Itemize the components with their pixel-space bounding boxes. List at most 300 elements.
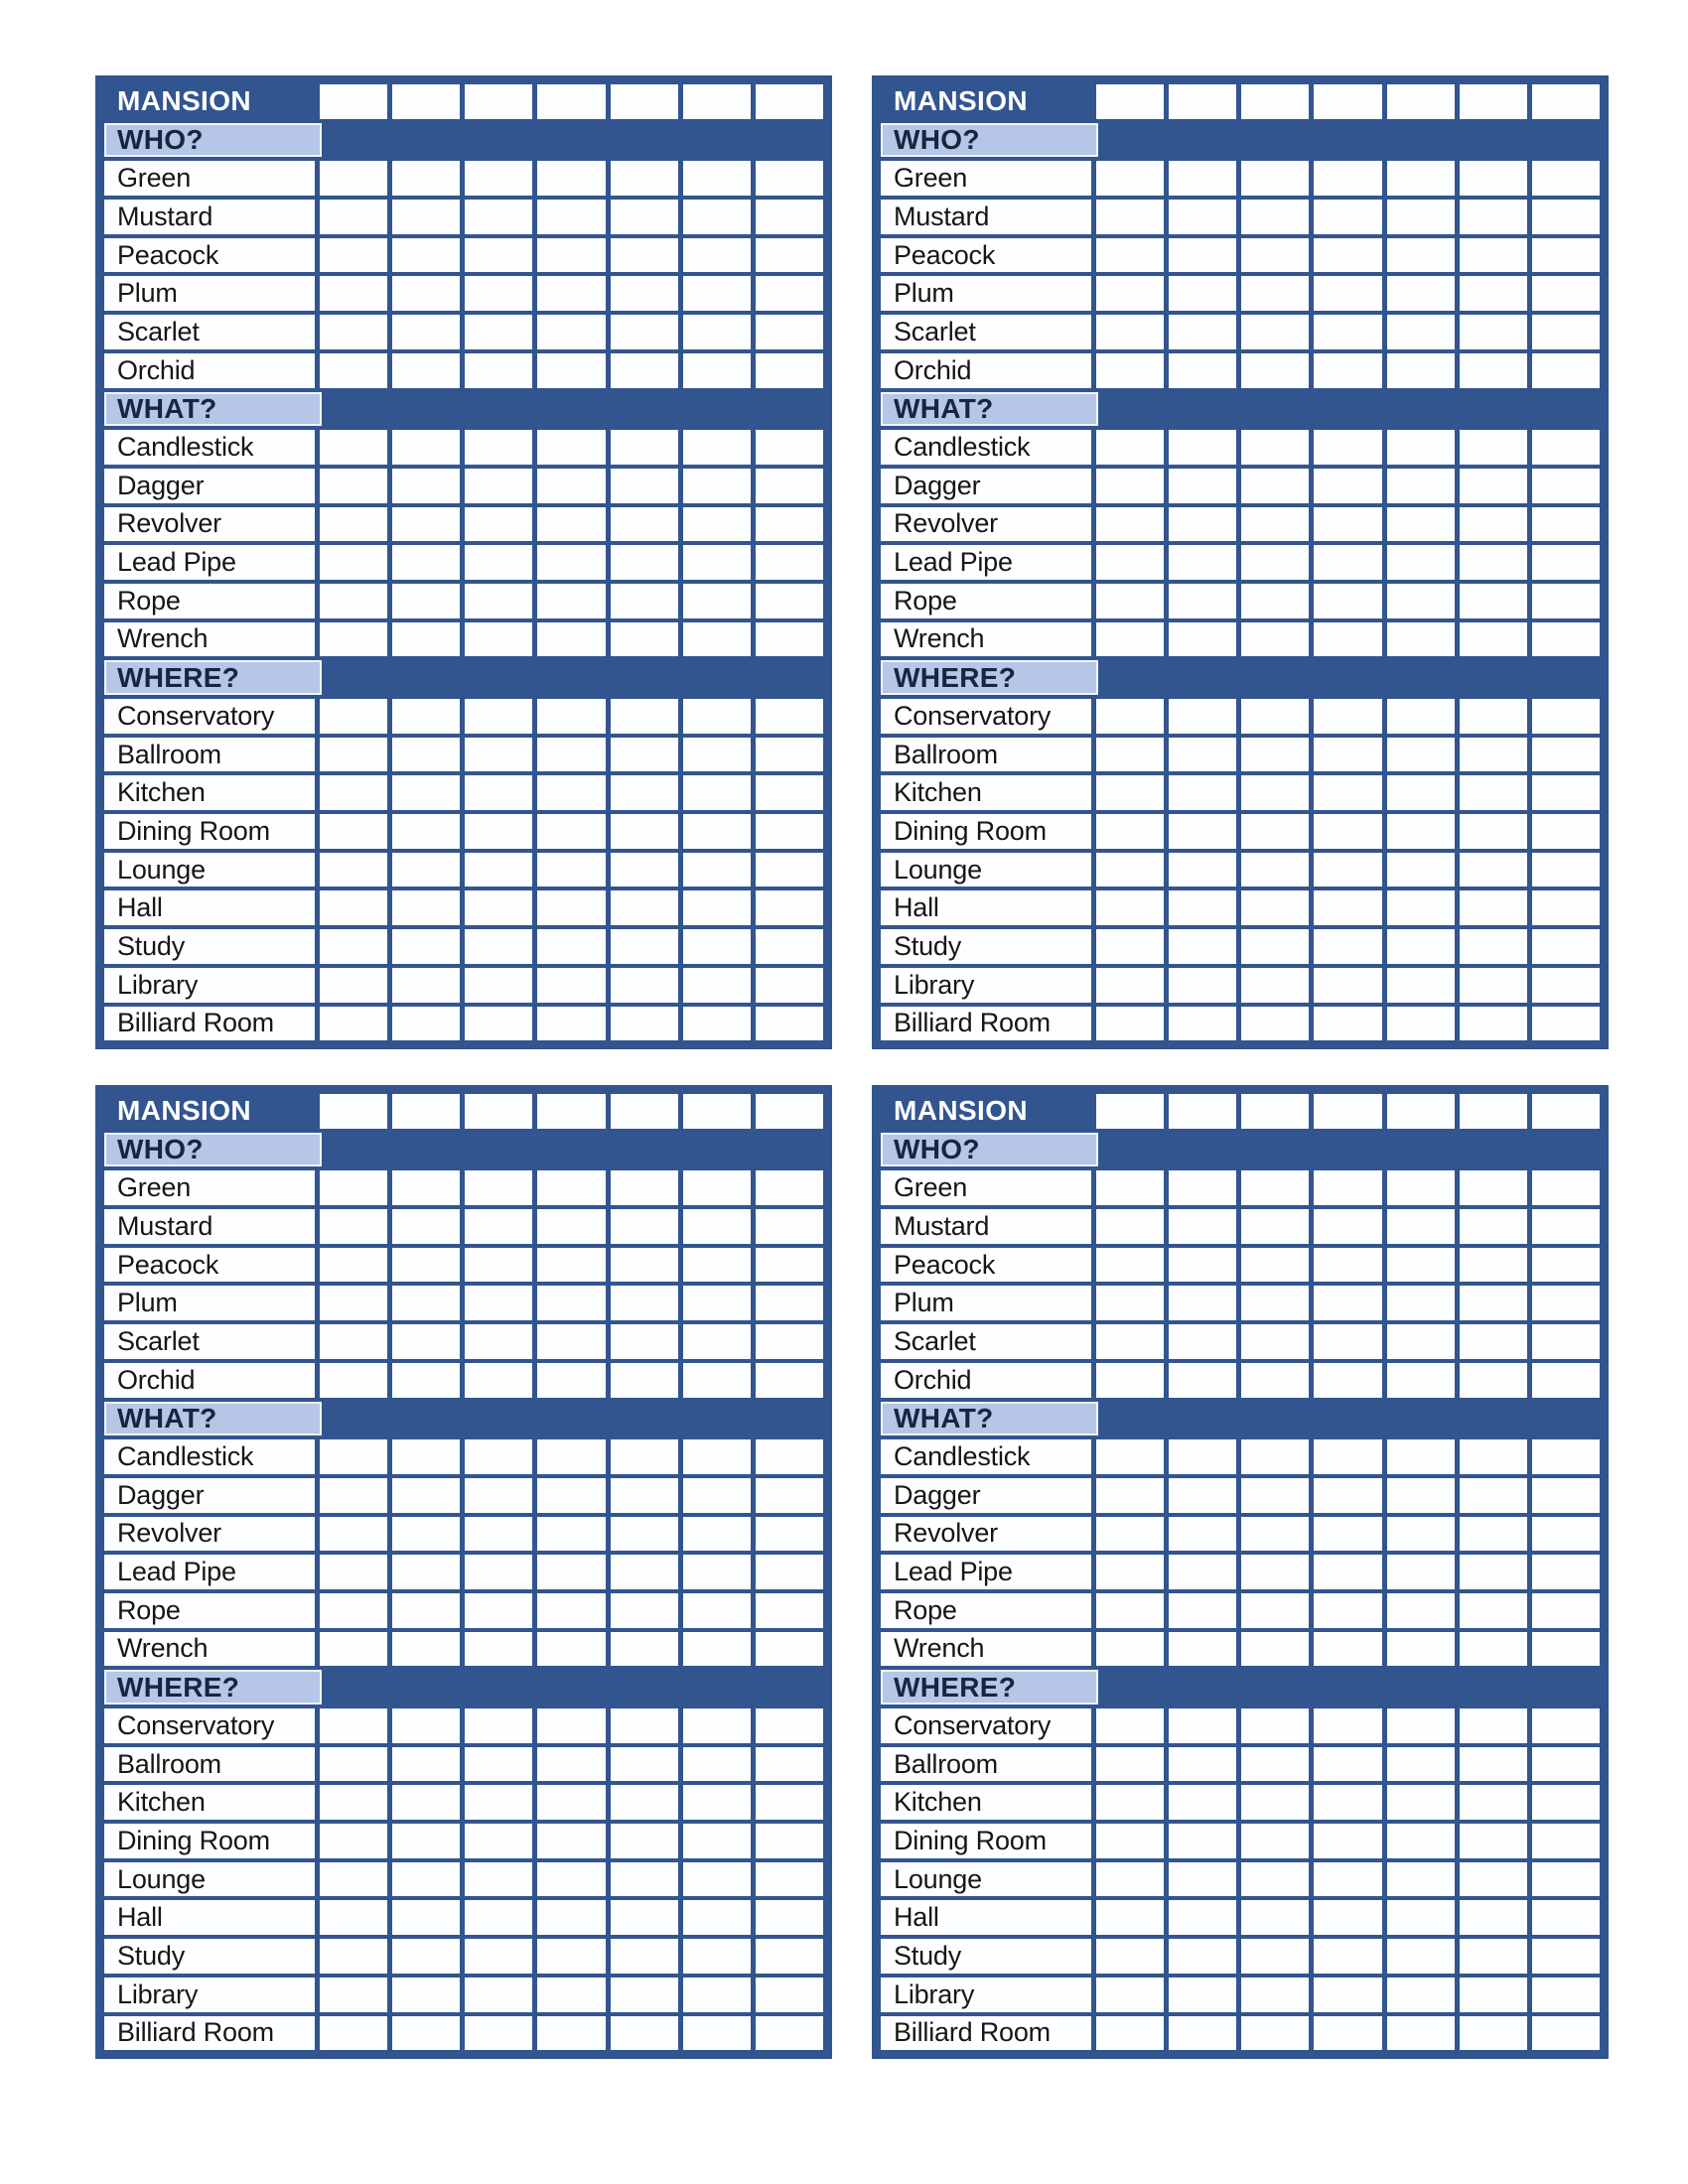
mark-cell[interactable] — [1314, 1478, 1381, 1513]
mark-cell[interactable] — [1314, 353, 1381, 388]
mark-cell[interactable] — [683, 1593, 751, 1628]
mark-cell[interactable] — [611, 929, 678, 964]
mark-cell[interactable] — [537, 814, 605, 849]
mark-cell[interactable] — [1532, 1824, 1600, 1858]
mark-cell[interactable] — [465, 738, 532, 772]
mark-cell[interactable] — [1241, 1170, 1309, 1205]
mark-cell[interactable] — [1460, 1517, 1527, 1552]
mark-cell[interactable] — [1387, 200, 1455, 234]
mark-cell[interactable] — [611, 584, 678, 618]
mark-cell[interactable] — [1387, 1939, 1455, 1974]
mark-cell[interactable] — [1241, 1708, 1309, 1743]
mark-cell[interactable] — [1460, 161, 1527, 196]
mark-cell[interactable] — [1460, 929, 1527, 964]
mark-cell[interactable] — [465, 430, 532, 465]
mark-cell[interactable] — [611, 1862, 678, 1897]
mark-cell[interactable] — [1387, 699, 1455, 734]
mark-cell[interactable] — [1314, 814, 1381, 849]
mark-cell[interactable] — [611, 469, 678, 503]
mark-cell[interactable] — [1241, 315, 1309, 349]
mark-cell[interactable] — [537, 507, 605, 542]
mark-cell[interactable] — [1460, 2016, 1527, 2051]
mark-cell[interactable] — [1460, 1824, 1527, 1858]
mark-cell[interactable] — [756, 699, 823, 734]
mark-cell[interactable] — [392, 1439, 460, 1474]
mark-cell[interactable] — [683, 1632, 751, 1667]
mark-cell[interactable] — [1460, 853, 1527, 887]
mark-cell[interactable] — [1169, 1007, 1236, 1041]
player-name-cell[interactable] — [756, 1094, 823, 1129]
mark-cell[interactable] — [756, 315, 823, 349]
mark-cell[interactable] — [1314, 430, 1381, 465]
mark-cell[interactable] — [320, 814, 387, 849]
mark-cell[interactable] — [1532, 1517, 1600, 1552]
mark-cell[interactable] — [1096, 1862, 1164, 1897]
mark-cell[interactable] — [1096, 1170, 1164, 1205]
mark-cell[interactable] — [1241, 890, 1309, 925]
mark-cell[interactable] — [611, 699, 678, 734]
mark-cell[interactable] — [1096, 1632, 1164, 1667]
mark-cell[interactable] — [1314, 738, 1381, 772]
mark-cell[interactable] — [465, 584, 532, 618]
mark-cell[interactable] — [1169, 507, 1236, 542]
mark-cell[interactable] — [392, 584, 460, 618]
mark-cell[interactable] — [1314, 1900, 1381, 1935]
mark-cell[interactable] — [1241, 1324, 1309, 1359]
mark-cell[interactable] — [320, 1248, 387, 1283]
mark-cell[interactable] — [611, 1170, 678, 1205]
mark-cell[interactable] — [1096, 1439, 1164, 1474]
mark-cell[interactable] — [1096, 699, 1164, 734]
mark-cell[interactable] — [1169, 1209, 1236, 1244]
mark-cell[interactable] — [1241, 853, 1309, 887]
mark-cell[interactable] — [683, 276, 751, 311]
mark-cell[interactable] — [320, 853, 387, 887]
mark-cell[interactable] — [1169, 1363, 1236, 1398]
mark-cell[interactable] — [1387, 1007, 1455, 1041]
mark-cell[interactable] — [1241, 1978, 1309, 2012]
mark-cell[interactable] — [756, 276, 823, 311]
mark-cell[interactable] — [683, 968, 751, 1003]
mark-cell[interactable] — [611, 1900, 678, 1935]
mark-cell[interactable] — [537, 469, 605, 503]
mark-cell[interactable] — [683, 430, 751, 465]
mark-cell[interactable] — [320, 353, 387, 388]
mark-cell[interactable] — [1241, 699, 1309, 734]
mark-cell[interactable] — [465, 1324, 532, 1359]
player-name-cell[interactable] — [1460, 1094, 1527, 1129]
mark-cell[interactable] — [537, 2016, 605, 2051]
mark-cell[interactable] — [537, 161, 605, 196]
mark-cell[interactable] — [756, 890, 823, 925]
mark-cell[interactable] — [537, 1286, 605, 1320]
mark-cell[interactable] — [756, 622, 823, 657]
mark-cell[interactable] — [1460, 1478, 1527, 1513]
mark-cell[interactable] — [683, 1824, 751, 1858]
mark-cell[interactable] — [756, 1824, 823, 1858]
mark-cell[interactable] — [1387, 584, 1455, 618]
mark-cell[interactable] — [465, 545, 532, 580]
mark-cell[interactable] — [683, 738, 751, 772]
mark-cell[interactable] — [1387, 1170, 1455, 1205]
mark-cell[interactable] — [756, 238, 823, 273]
mark-cell[interactable] — [683, 1862, 751, 1897]
mark-cell[interactable] — [1096, 1900, 1164, 1935]
mark-cell[interactable] — [1096, 1286, 1164, 1320]
mark-cell[interactable] — [392, 1632, 460, 1667]
player-name-cell[interactable] — [537, 84, 605, 119]
mark-cell[interactable] — [1169, 738, 1236, 772]
mark-cell[interactable] — [1241, 968, 1309, 1003]
mark-cell[interactable] — [611, 890, 678, 925]
mark-cell[interactable] — [683, 1747, 751, 1782]
mark-cell[interactable] — [1096, 1824, 1164, 1858]
mark-cell[interactable] — [611, 1593, 678, 1628]
mark-cell[interactable] — [611, 353, 678, 388]
mark-cell[interactable] — [465, 1478, 532, 1513]
mark-cell[interactable] — [320, 2016, 387, 2051]
mark-cell[interactable] — [1532, 276, 1600, 311]
mark-cell[interactable] — [1096, 430, 1164, 465]
mark-cell[interactable] — [756, 1439, 823, 1474]
mark-cell[interactable] — [1532, 1593, 1600, 1628]
mark-cell[interactable] — [1532, 1555, 1600, 1589]
mark-cell[interactable] — [465, 622, 532, 657]
mark-cell[interactable] — [756, 1324, 823, 1359]
mark-cell[interactable] — [1387, 430, 1455, 465]
mark-cell[interactable] — [611, 1939, 678, 1974]
mark-cell[interactable] — [1169, 1478, 1236, 1513]
player-name-cell[interactable] — [611, 84, 678, 119]
mark-cell[interactable] — [1387, 545, 1455, 580]
mark-cell[interactable] — [320, 1747, 387, 1782]
mark-cell[interactable] — [1314, 1517, 1381, 1552]
mark-cell[interactable] — [537, 238, 605, 273]
mark-cell[interactable] — [465, 1555, 532, 1589]
mark-cell[interactable] — [1387, 1747, 1455, 1782]
mark-cell[interactable] — [683, 1248, 751, 1283]
mark-cell[interactable] — [611, 1708, 678, 1743]
mark-cell[interactable] — [392, 1209, 460, 1244]
mark-cell[interactable] — [537, 1209, 605, 1244]
player-name-cell[interactable] — [1241, 84, 1309, 119]
mark-cell[interactable] — [392, 545, 460, 580]
mark-cell[interactable] — [1169, 276, 1236, 311]
mark-cell[interactable] — [1314, 1824, 1381, 1858]
mark-cell[interactable] — [611, 430, 678, 465]
mark-cell[interactable] — [1169, 1939, 1236, 1974]
mark-cell[interactable] — [683, 699, 751, 734]
mark-cell[interactable] — [320, 1439, 387, 1474]
mark-cell[interactable] — [392, 200, 460, 234]
mark-cell[interactable] — [1532, 890, 1600, 925]
mark-cell[interactable] — [1314, 238, 1381, 273]
mark-cell[interactable] — [1096, 1593, 1164, 1628]
mark-cell[interactable] — [1532, 1439, 1600, 1474]
mark-cell[interactable] — [537, 1170, 605, 1205]
mark-cell[interactable] — [683, 622, 751, 657]
mark-cell[interactable] — [465, 1593, 532, 1628]
mark-cell[interactable] — [1532, 1170, 1600, 1205]
mark-cell[interactable] — [1314, 276, 1381, 311]
mark-cell[interactable] — [465, 853, 532, 887]
mark-cell[interactable] — [1387, 1593, 1455, 1628]
mark-cell[interactable] — [1169, 1286, 1236, 1320]
mark-cell[interactable] — [1169, 315, 1236, 349]
mark-cell[interactable] — [756, 1363, 823, 1398]
player-name-cell[interactable] — [1169, 84, 1236, 119]
mark-cell[interactable] — [756, 1248, 823, 1283]
mark-cell[interactable] — [1460, 1785, 1527, 1820]
mark-cell[interactable] — [1096, 1785, 1164, 1820]
mark-cell[interactable] — [1314, 1286, 1381, 1320]
mark-cell[interactable] — [1169, 584, 1236, 618]
mark-cell[interactable] — [1532, 853, 1600, 887]
mark-cell[interactable] — [683, 1286, 751, 1320]
mark-cell[interactable] — [320, 1209, 387, 1244]
mark-cell[interactable] — [756, 814, 823, 849]
mark-cell[interactable] — [611, 161, 678, 196]
mark-cell[interactable] — [756, 1747, 823, 1782]
mark-cell[interactable] — [1387, 929, 1455, 964]
mark-cell[interactable] — [1241, 1363, 1309, 1398]
mark-cell[interactable] — [1096, 353, 1164, 388]
mark-cell[interactable] — [683, 1209, 751, 1244]
mark-cell[interactable] — [320, 1363, 387, 1398]
mark-cell[interactable] — [1387, 738, 1455, 772]
mark-cell[interactable] — [1460, 1747, 1527, 1782]
mark-cell[interactable] — [1169, 1785, 1236, 1820]
player-name-cell[interactable] — [683, 1094, 751, 1129]
mark-cell[interactable] — [1096, 1209, 1164, 1244]
mark-cell[interactable] — [683, 1517, 751, 1552]
mark-cell[interactable] — [1169, 545, 1236, 580]
mark-cell[interactable] — [611, 1632, 678, 1667]
mark-cell[interactable] — [320, 1939, 387, 1974]
mark-cell[interactable] — [1314, 1785, 1381, 1820]
mark-cell[interactable] — [683, 1478, 751, 1513]
mark-cell[interactable] — [1532, 353, 1600, 388]
mark-cell[interactable] — [1387, 1286, 1455, 1320]
mark-cell[interactable] — [1241, 276, 1309, 311]
mark-cell[interactable] — [537, 968, 605, 1003]
mark-cell[interactable] — [1241, 814, 1309, 849]
mark-cell[interactable] — [756, 161, 823, 196]
mark-cell[interactable] — [1460, 1862, 1527, 1897]
mark-cell[interactable] — [1169, 1632, 1236, 1667]
mark-cell[interactable] — [1241, 469, 1309, 503]
mark-cell[interactable] — [1460, 507, 1527, 542]
mark-cell[interactable] — [465, 1363, 532, 1398]
mark-cell[interactable] — [392, 2016, 460, 2051]
mark-cell[interactable] — [465, 1007, 532, 1041]
mark-cell[interactable] — [1532, 1209, 1600, 1244]
mark-cell[interactable] — [537, 622, 605, 657]
mark-cell[interactable] — [683, 929, 751, 964]
mark-cell[interactable] — [320, 276, 387, 311]
mark-cell[interactable] — [1460, 1708, 1527, 1743]
mark-cell[interactable] — [1460, 238, 1527, 273]
mark-cell[interactable] — [1096, 200, 1164, 234]
mark-cell[interactable] — [1387, 775, 1455, 810]
mark-cell[interactable] — [537, 929, 605, 964]
mark-cell[interactable] — [392, 1978, 460, 2012]
mark-cell[interactable] — [392, 353, 460, 388]
mark-cell[interactable] — [320, 469, 387, 503]
mark-cell[interactable] — [320, 1593, 387, 1628]
mark-cell[interactable] — [465, 1785, 532, 1820]
mark-cell[interactable] — [1241, 622, 1309, 657]
mark-cell[interactable] — [1460, 315, 1527, 349]
mark-cell[interactable] — [683, 1939, 751, 1974]
mark-cell[interactable] — [611, 1007, 678, 1041]
mark-cell[interactable] — [537, 853, 605, 887]
player-name-cell[interactable] — [1387, 84, 1455, 119]
mark-cell[interactable] — [1532, 968, 1600, 1003]
mark-cell[interactable] — [1241, 545, 1309, 580]
mark-cell[interactable] — [756, 1708, 823, 1743]
mark-cell[interactable] — [1460, 622, 1527, 657]
mark-cell[interactable] — [1241, 1439, 1309, 1474]
mark-cell[interactable] — [465, 276, 532, 311]
mark-cell[interactable] — [611, 1286, 678, 1320]
mark-cell[interactable] — [1532, 430, 1600, 465]
mark-cell[interactable] — [683, 1363, 751, 1398]
mark-cell[interactable] — [1532, 1363, 1600, 1398]
mark-cell[interactable] — [320, 968, 387, 1003]
mark-cell[interactable] — [320, 1824, 387, 1858]
mark-cell[interactable] — [320, 1007, 387, 1041]
mark-cell[interactable] — [683, 161, 751, 196]
mark-cell[interactable] — [320, 929, 387, 964]
mark-cell[interactable] — [1387, 1900, 1455, 1935]
mark-cell[interactable] — [1387, 1824, 1455, 1858]
mark-cell[interactable] — [1314, 1248, 1381, 1283]
mark-cell[interactable] — [1387, 622, 1455, 657]
mark-cell[interactable] — [1096, 738, 1164, 772]
mark-cell[interactable] — [392, 430, 460, 465]
mark-cell[interactable] — [392, 161, 460, 196]
mark-cell[interactable] — [611, 1439, 678, 1474]
mark-cell[interactable] — [1096, 1248, 1164, 1283]
mark-cell[interactable] — [1241, 353, 1309, 388]
mark-cell[interactable] — [1169, 814, 1236, 849]
mark-cell[interactable] — [1460, 699, 1527, 734]
mark-cell[interactable] — [611, 1248, 678, 1283]
mark-cell[interactable] — [465, 1978, 532, 2012]
mark-cell[interactable] — [1532, 161, 1600, 196]
mark-cell[interactable] — [1169, 1517, 1236, 1552]
mark-cell[interactable] — [1532, 545, 1600, 580]
mark-cell[interactable] — [1096, 1324, 1164, 1359]
mark-cell[interactable] — [537, 1517, 605, 1552]
mark-cell[interactable] — [1096, 545, 1164, 580]
mark-cell[interactable] — [1460, 1248, 1527, 1283]
mark-cell[interactable] — [392, 738, 460, 772]
mark-cell[interactable] — [1314, 315, 1381, 349]
mark-cell[interactable] — [537, 1439, 605, 1474]
mark-cell[interactable] — [1460, 1286, 1527, 1320]
mark-cell[interactable] — [320, 1978, 387, 2012]
mark-cell[interactable] — [1532, 2016, 1600, 2051]
player-name-cell[interactable] — [683, 84, 751, 119]
mark-cell[interactable] — [756, 2016, 823, 2051]
mark-cell[interactable] — [392, 1939, 460, 1974]
mark-cell[interactable] — [320, 1478, 387, 1513]
mark-cell[interactable] — [392, 1785, 460, 1820]
mark-cell[interactable] — [392, 507, 460, 542]
mark-cell[interactable] — [1241, 1632, 1309, 1667]
mark-cell[interactable] — [1096, 238, 1164, 273]
mark-cell[interactable] — [320, 1170, 387, 1205]
mark-cell[interactable] — [1241, 1007, 1309, 1041]
mark-cell[interactable] — [320, 890, 387, 925]
mark-cell[interactable] — [392, 968, 460, 1003]
mark-cell[interactable] — [611, 1363, 678, 1398]
mark-cell[interactable] — [683, 1324, 751, 1359]
mark-cell[interactable] — [1532, 1708, 1600, 1743]
mark-cell[interactable] — [392, 1593, 460, 1628]
mark-cell[interactable] — [1460, 1555, 1527, 1589]
mark-cell[interactable] — [465, 890, 532, 925]
mark-cell[interactable] — [465, 1517, 532, 1552]
mark-cell[interactable] — [537, 1824, 605, 1858]
mark-cell[interactable] — [1532, 507, 1600, 542]
mark-cell[interactable] — [1241, 1286, 1309, 1320]
mark-cell[interactable] — [1314, 1632, 1381, 1667]
mark-cell[interactable] — [683, 1007, 751, 1041]
mark-cell[interactable] — [392, 1007, 460, 1041]
mark-cell[interactable] — [683, 2016, 751, 2051]
mark-cell[interactable] — [1096, 775, 1164, 810]
mark-cell[interactable] — [320, 584, 387, 618]
mark-cell[interactable] — [1096, 1555, 1164, 1589]
mark-cell[interactable] — [1532, 1632, 1600, 1667]
mark-cell[interactable] — [1096, 814, 1164, 849]
mark-cell[interactable] — [537, 353, 605, 388]
mark-cell[interactable] — [756, 1593, 823, 1628]
mark-cell[interactable] — [392, 238, 460, 273]
mark-cell[interactable] — [537, 1324, 605, 1359]
mark-cell[interactable] — [1314, 622, 1381, 657]
mark-cell[interactable] — [611, 1978, 678, 2012]
mark-cell[interactable] — [683, 353, 751, 388]
mark-cell[interactable] — [1532, 469, 1600, 503]
mark-cell[interactable] — [683, 200, 751, 234]
mark-cell[interactable] — [1460, 1439, 1527, 1474]
mark-cell[interactable] — [465, 1209, 532, 1244]
player-name-cell[interactable] — [1241, 1094, 1309, 1129]
mark-cell[interactable] — [1241, 1939, 1309, 1974]
mark-cell[interactable] — [1460, 200, 1527, 234]
mark-cell[interactable] — [756, 1007, 823, 1041]
mark-cell[interactable] — [537, 1862, 605, 1897]
mark-cell[interactable] — [1241, 430, 1309, 465]
mark-cell[interactable] — [683, 814, 751, 849]
mark-cell[interactable] — [1460, 890, 1527, 925]
mark-cell[interactable] — [1096, 968, 1164, 1003]
mark-cell[interactable] — [392, 1862, 460, 1897]
mark-cell[interactable] — [1387, 238, 1455, 273]
mark-cell[interactable] — [1241, 200, 1309, 234]
mark-cell[interactable] — [320, 1324, 387, 1359]
mark-cell[interactable] — [1314, 775, 1381, 810]
mark-cell[interactable] — [1096, 1517, 1164, 1552]
mark-cell[interactable] — [392, 315, 460, 349]
mark-cell[interactable] — [320, 775, 387, 810]
mark-cell[interactable] — [537, 1363, 605, 1398]
mark-cell[interactable] — [537, 890, 605, 925]
